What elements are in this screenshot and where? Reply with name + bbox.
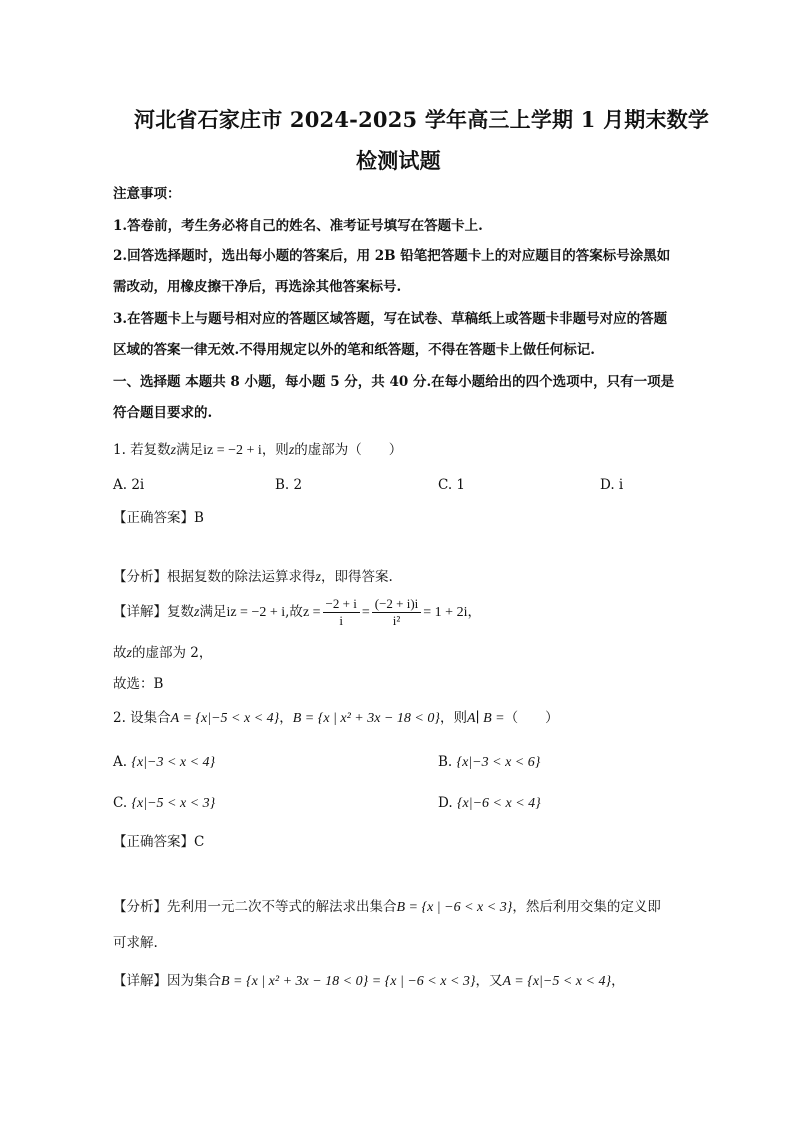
q1-fraction-1-num: −2 + i [323, 596, 360, 613]
q1-option-a: A. 2i [113, 477, 145, 493]
q2-analysis-label: 【分析】 [113, 899, 167, 915]
q2-detail-end: ， [611, 973, 625, 989]
q2-detail [113, 971, 625, 992]
q2-set-b: B = {x | x² + 3x − 18 < 0} [292, 711, 440, 726]
q2-answer: 【正确答案】C [113, 834, 205, 850]
q1-detail-text-b: 满足 [199, 604, 227, 620]
q1-fraction-2-num: (−2 + i)i [372, 596, 422, 613]
q1-detail-var-z: z [194, 605, 200, 620]
q1-answer: 【正确答案】B [113, 510, 204, 526]
q1-stem-text-d: 的虚部为（ ） [294, 442, 403, 458]
q1-option-c: C. 1 [438, 477, 466, 493]
q1-stem [113, 440, 402, 461]
q1-analysis-label: 【分析】 [113, 569, 167, 585]
page-title: 河北省石家庄市 2024-2025 学年高三上学期 1 月期末数学 [134, 107, 710, 132]
q1-option-b: B. 2 [275, 477, 303, 493]
q2-option-d-value: {x|−6 < x < 4} [456, 796, 541, 811]
notice-item-2-line2: 需改动，用橡皮擦干净后，再选涂其他答案标号. [113, 279, 402, 295]
q1-conclusion-text-a: 故 [113, 645, 127, 661]
q2-comma: ， [279, 710, 293, 726]
q2-option-a-value: {x|−3 < x < 4} [131, 755, 216, 770]
q2-detail-text-a: 因为集合 [167, 973, 221, 989]
q2-stem-text-a: 2. 设集合 [113, 710, 171, 726]
notice-heading: 注意事项： [113, 186, 181, 202]
notice-item-2-line1: 2.回答选择题时，选出每小题的答案后，用 2B 铅笔把答题卡上的对应题目的答案标号涂黑如 [113, 248, 671, 264]
q1-fraction-2 [372, 596, 422, 629]
q1-detail-label: 【详解】 [113, 604, 167, 620]
q1-conclusion [113, 643, 212, 664]
q2-option-c-value: {x|−5 < x < 3} [131, 796, 216, 811]
q2-detail-set-b: B = {x | x² + 3x − 18 < 0} = {x | −6 < x < 3} [221, 974, 476, 989]
page-subtitle: 检测试题 [356, 148, 441, 173]
notice-item-3-line1: 3.在答题卡上与题号相对应的答题区域答题，写在试卷、草稿纸上或答题卡非题号对应的答题 [113, 311, 668, 327]
q1-detail [113, 596, 481, 629]
q2-detail-label: 【详解】 [113, 973, 167, 989]
q2-stem-text-b: ，则 [439, 710, 467, 726]
q1-detail-text-a: 复数 [167, 604, 194, 620]
q1-var-z: z [170, 443, 177, 458]
q1-fraction-1 [323, 596, 360, 629]
q1-detail-text-c: ,故 [285, 604, 303, 620]
q2-option-b [438, 752, 540, 773]
q1-analysis-text-b: ，即得答案. [320, 569, 393, 585]
q2-analysis-line1 [113, 897, 661, 918]
q1-conclusion-text-b: 的虚部为 2， [131, 645, 213, 661]
q1-fraction-1-den: i [339, 613, 343, 628]
q2-option-a-label: A. [113, 754, 128, 770]
q2-option-b-label: B. [438, 754, 453, 770]
q1-fraction-2-den: i² [392, 613, 401, 628]
q1-analysis-var-z: z [315, 570, 321, 585]
q1-detail-z-eq: z = [302, 605, 321, 620]
q1-conclusion-var-z: z [126, 646, 132, 661]
q1-analysis [113, 567, 393, 588]
q2-analysis-text-b: ，然后利用交集的定义即 [512, 899, 661, 915]
q2-option-a [113, 752, 215, 773]
q2-option-b-value: {x|−3 < x < 6} [456, 755, 541, 770]
q2-option-d [438, 793, 541, 814]
q2-option-d-label: D. [438, 795, 453, 811]
q1-detail-result: = 1 + 2i [423, 605, 468, 620]
notice-item-3-line2: 区域的答案一律无效.不得用规定以外的笔和纸答题，不得在答题卡上做任何标记. [113, 342, 595, 358]
section-heading-line1: 一、选择题 本题共 8 小题，每小题 5 分，共 40 分.在每小题给出的四个选项中，只有一项是 [113, 374, 675, 390]
notice-item-1: 1.答卷前，考生务必将自己的姓名、准考证号填写在答题卡上. [113, 218, 483, 234]
q2-detail-text-b: ，又 [475, 973, 503, 989]
q2-analysis-line2: 可求解. [113, 935, 158, 951]
q1-stem-text-b: 满足 [176, 442, 204, 458]
q2-stem [113, 708, 559, 729]
q2-set-a: A = {x|−5 < x < 4} [170, 711, 280, 726]
q2-analysis-text-a: 先利用一元二次不等式的解法求出集合 [167, 899, 397, 915]
q2-option-c-label: C. [113, 795, 128, 811]
q1-stem-text-c: ，则 [261, 442, 289, 458]
q2-analysis-set: B = {x | −6 < x < 3} [396, 900, 513, 915]
q1-var-z-2: z [288, 443, 295, 458]
q1-equation: iz = −2 + i [203, 443, 262, 458]
q2-option-c [113, 793, 215, 814]
q1-choice: 故选：B [113, 676, 164, 692]
q1-equals-sign: = [361, 605, 370, 620]
q1-detail-equation: iz = −2 + i [226, 605, 286, 620]
q1-analysis-text-a: 根据复数的除法运算求得 [167, 569, 316, 585]
q1-detail-end: ， [467, 604, 481, 620]
q2-detail-set-a: A = {x|−5 < x < 4} [502, 974, 612, 989]
q1-stem-text-a: 1. 若复数 [113, 442, 171, 458]
q2-stem-text-c: （ ） [504, 710, 559, 726]
q1-option-d: D. i [600, 477, 624, 493]
section-heading-line2: 符合题目要求的. [113, 405, 213, 421]
q2-intersection: A∣ B = [466, 711, 505, 726]
